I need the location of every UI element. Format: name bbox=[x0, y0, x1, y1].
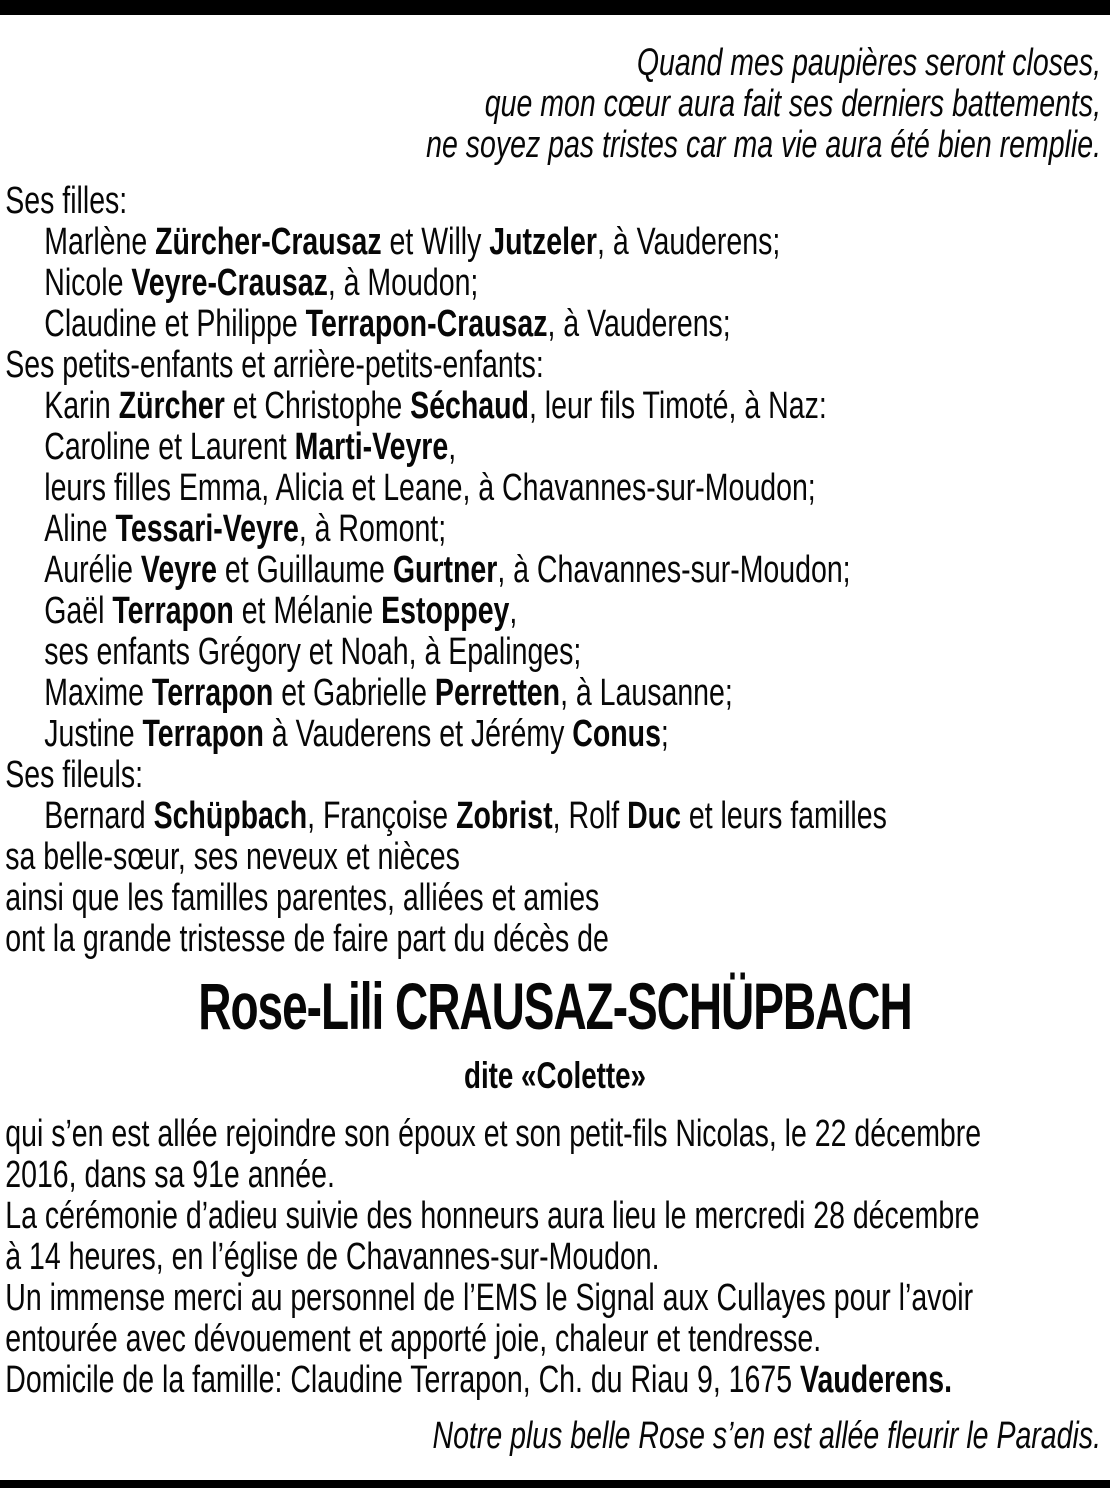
text-run: , à Romont; bbox=[298, 508, 447, 550]
text-run: Ses filles: bbox=[5, 180, 128, 222]
text-run: ainsi que les familles parentes, alliées et amies bbox=[5, 877, 600, 919]
text-run: Domicile de la famille: Claudine Terrapon, Ch. du Riau 9, 1675 bbox=[5, 1359, 801, 1401]
text-line bbox=[5, 837, 1110, 878]
text-run: Ses petits-enfants et arrière-petits-enfants: bbox=[5, 344, 544, 386]
text-run: ; bbox=[660, 713, 669, 755]
surname-bold-run: Gurtner bbox=[392, 549, 498, 591]
text-run: , bbox=[448, 426, 457, 468]
surname-bold-run: Terrapon-Crausaz bbox=[305, 303, 548, 345]
surname-bold-run: Vauderens. bbox=[800, 1359, 953, 1401]
text-run: et Christophe bbox=[224, 385, 411, 427]
surname-bold-run: Jutzeler bbox=[489, 221, 598, 263]
text-line bbox=[5, 714, 1110, 755]
text-line bbox=[5, 468, 1110, 509]
text-run: , à Chavannes-sur-Moudon; bbox=[497, 549, 851, 591]
surname-bold-run: Estoppey bbox=[381, 590, 510, 632]
text-line bbox=[5, 1155, 1110, 1196]
text-run: Justine bbox=[44, 713, 143, 755]
text-run: et Gabrielle bbox=[273, 672, 435, 714]
text-line bbox=[0, 84, 1101, 125]
text-run: , leur fils Timoté, à Naz: bbox=[528, 385, 827, 427]
text-run: Ses fileuls: bbox=[5, 754, 144, 796]
deceased-name: Rose-Lili CRAUSAZ-SCHÜPBACH bbox=[198, 969, 912, 1043]
surname-bold-run: Schüpbach bbox=[153, 795, 308, 837]
text-line bbox=[5, 1237, 1110, 1278]
text-run: , bbox=[509, 590, 518, 632]
text-run: Maxime bbox=[44, 672, 152, 714]
text-line bbox=[0, 125, 1101, 166]
text-run: entourée avec dévouement et apporté joie, chaleur et tendresse. bbox=[5, 1318, 822, 1360]
surname-bold-run: Veyre-Crausaz bbox=[131, 262, 328, 304]
surname-bold-run: Zobrist bbox=[456, 795, 553, 837]
text-line bbox=[5, 550, 1110, 591]
text-line bbox=[5, 796, 1110, 837]
surname-bold-run: Terrapon bbox=[142, 713, 264, 755]
text-line bbox=[5, 304, 1110, 345]
text-run: ont la grande tristesse de faire part du décès de bbox=[5, 918, 609, 960]
text-run: , à Lausanne; bbox=[560, 672, 733, 714]
text-run: Un immense merci au personnel de l’EMS le Signal aux Cullayes pour l’avoir bbox=[5, 1277, 974, 1319]
text-run: Nicole bbox=[44, 262, 132, 304]
text-line bbox=[5, 1360, 1110, 1401]
surname-bold-run: Séchaud bbox=[410, 385, 529, 427]
text-line bbox=[5, 509, 1110, 550]
text-line bbox=[5, 427, 1110, 468]
surname-bold-run: Tessari-Veyre bbox=[115, 508, 299, 550]
text-run: Claudine et Philippe bbox=[44, 303, 306, 345]
text-line bbox=[5, 181, 1110, 222]
text-line bbox=[5, 673, 1110, 714]
text-run: à 14 heures, en l’église de Chavannes-sur-Moudon. bbox=[5, 1236, 660, 1278]
epigraph-poem bbox=[0, 43, 1110, 166]
text-run: Caroline et Laurent bbox=[44, 426, 295, 468]
text-run: , à Vauderens; bbox=[597, 221, 781, 263]
surname-bold-run: Terrapon bbox=[112, 590, 234, 632]
text-run: leurs filles Emma, Alicia et Leane, à Chavannes-sur-Moudon; bbox=[44, 467, 816, 509]
text-run: , à Moudon; bbox=[327, 262, 479, 304]
obituary-content bbox=[0, 15, 1110, 1458]
text-run: , Françoise bbox=[307, 795, 457, 837]
text-run: et Mélanie bbox=[233, 590, 382, 632]
text-run: et leurs familles bbox=[680, 795, 887, 837]
text-run: Gaël bbox=[44, 590, 113, 632]
surname-bold-run: Perretten bbox=[434, 672, 561, 714]
text-run: Aline bbox=[44, 508, 116, 550]
surname-bold-run: Marti-Veyre bbox=[294, 426, 449, 468]
text-run: Quand mes paupières seront closes, bbox=[636, 42, 1101, 84]
family-announcement-list bbox=[0, 181, 1110, 960]
announcement-body bbox=[0, 1114, 1110, 1401]
text-line bbox=[5, 386, 1110, 427]
text-line bbox=[5, 755, 1110, 796]
text-line bbox=[5, 1278, 1110, 1319]
text-run: , Rolf bbox=[552, 795, 628, 837]
surname-bold-run: Zürcher-Crausaz bbox=[155, 221, 382, 263]
text-run: ne soyez pas tristes car ma vie aura été bien remplie. bbox=[426, 124, 1101, 166]
text-line bbox=[5, 222, 1110, 263]
text-run: sa belle-sœur, ses neveux et nièces bbox=[5, 836, 460, 878]
surname-bold-run: Terrapon bbox=[151, 672, 274, 714]
text-line bbox=[5, 1319, 1110, 1360]
text-run: et Willy bbox=[381, 221, 490, 263]
text-line bbox=[5, 1196, 1110, 1237]
surname-bold-run: Conus bbox=[572, 713, 661, 755]
bottom-rule bbox=[0, 1480, 1110, 1488]
deceased-nickname: dite «Colette» bbox=[464, 1055, 646, 1096]
closing-text: Notre plus belle Rose s’en est allée fleurir le Paradis. bbox=[432, 1415, 1101, 1457]
text-run: à Vauderens et Jérémy bbox=[263, 713, 573, 755]
text-line bbox=[5, 878, 1110, 919]
text-run: ses enfants Grégory et Noah, à Epalinges; bbox=[44, 631, 582, 673]
closing-line bbox=[0, 1415, 1110, 1458]
top-rule bbox=[0, 0, 1110, 15]
text-line bbox=[5, 919, 1110, 960]
text-run: Aurélie bbox=[44, 549, 141, 591]
text-line bbox=[5, 263, 1110, 304]
text-line bbox=[5, 591, 1110, 632]
text-run: Karin bbox=[44, 385, 119, 427]
text-run: La cérémonie d’adieu suivie des honneurs aura lieu le mercredi 28 décembre bbox=[5, 1195, 980, 1237]
text-line bbox=[0, 43, 1101, 84]
text-run: que mon cœur aura fait ses derniers battements, bbox=[484, 83, 1101, 125]
text-run: et Guillaume bbox=[216, 549, 393, 591]
text-run: qui s’en est allée rejoindre son époux et son petit-fils Nicolas, le 22 décembre bbox=[5, 1113, 982, 1155]
text-line bbox=[5, 345, 1110, 386]
text-run: , à Vauderens; bbox=[547, 303, 731, 345]
surname-bold-run: Duc bbox=[627, 795, 681, 837]
surname-bold-run: Veyre bbox=[140, 549, 217, 591]
text-run: 2016, dans sa 91e année. bbox=[5, 1154, 335, 1196]
surname-bold-run: Zürcher bbox=[118, 385, 225, 427]
text-line bbox=[5, 632, 1110, 673]
text-line bbox=[5, 1114, 1110, 1155]
text-run: Bernard bbox=[44, 795, 154, 837]
text-run: Marlène bbox=[44, 221, 156, 263]
